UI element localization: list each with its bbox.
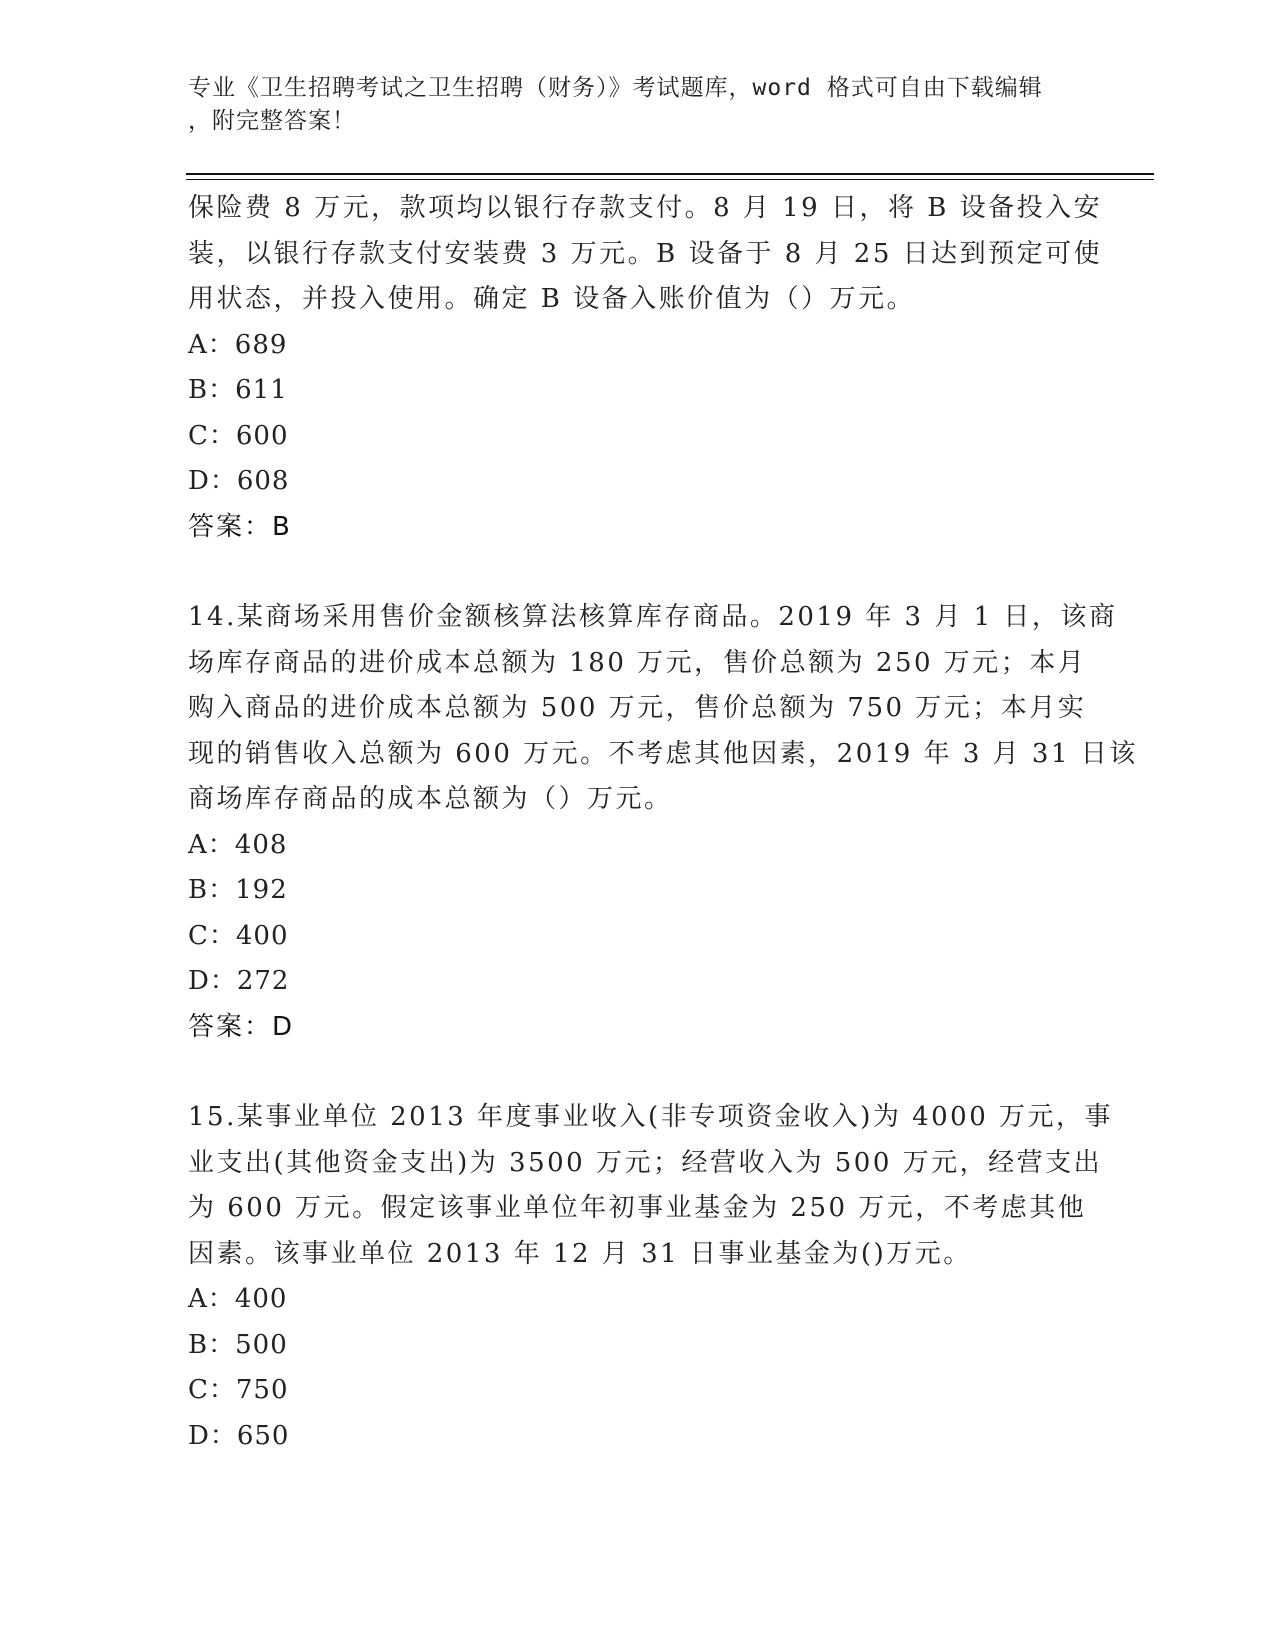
option-c: C：750 [188,1375,289,1405]
question-stem [188,595,1138,823]
option-d: D：272 [188,966,290,996]
stem-line: 用状态，并投入使用。确定 B 设备入账价值为（）万元。 [188,284,916,314]
header-title-line-1: 专业《卫生招聘考试之卫生招聘（财务）》考试题库，word 格式可自由下载编辑 [188,75,1043,101]
option-c: C：600 [188,420,289,451]
stem-line: 现的销售收入总额为 600 万元。不考虑其他因素，2019 年 3 月 31 日该 [188,738,1138,769]
question-stem [188,186,1128,323]
page-header [188,72,1088,138]
option-d: D：608 [188,466,290,496]
question-14 [188,595,1138,1050]
stem-line: 购入商品的进价成本总额为 500 万元，售价总额为 750 万元；本月实 [188,693,1087,723]
option-d: D：650 [188,1420,290,1451]
header-divider-thick [186,173,1154,175]
answer-line: 答案：B [188,511,292,542]
stem-line: 业支出(其他资金支出)为 3500 万元；经营收入为 500 万元，经营支出 [188,1147,1103,1178]
stem-line: 因素。该事业单位 2013 年 12 月 31 日事业基金为()万元。 [188,1238,972,1269]
option-a: A：408 [188,829,288,860]
spacer [188,550,1128,595]
option-c: C：400 [188,920,289,951]
stem-line: 商场库存商品的成本总额为（）万元。 [188,784,673,814]
stem-line: 装，以银行存款支付安装费 3 万元。B 设备于 8 月 25 日达到预定可使 [188,238,1103,269]
option-a: A：400 [188,1284,288,1314]
option-b: B：500 [188,1329,288,1360]
stem-line: 14.某商场采用售价金额核算法核算库存商品。2019 年 3 月 1 日，该商 [188,602,1118,632]
question-stem [188,1095,1128,1277]
spacer [188,1050,1128,1095]
stem-line: 场库存商品的进价成本总额为 180 万元，售价总额为 250 万元；本月 [188,647,1087,678]
header-divider-thin [186,179,1154,180]
answer-line: 答案：D [188,1011,295,1042]
stem-line: 为 600 万元。假定该事业单位年初事业基金为 250 万元，不考虑其他 [188,1193,1087,1223]
option-b: B：192 [188,875,288,905]
option-b: B：611 [188,375,288,405]
question-list [188,186,1138,1459]
stem-line: 15.某事业单位 2013 年度事业收入(非专项资金收入)为 4000 万元，事 [188,1102,1114,1132]
question-15 [188,1095,1128,1459]
option-a: A：689 [188,329,288,360]
stem-line: 保险费 8 万元，款项均以银行存款支付。8 月 19 日，将 B 设备投入安 [188,193,1103,223]
header-title-line-2: ，附完整答案！ [188,108,356,134]
question-13 [188,186,1128,550]
